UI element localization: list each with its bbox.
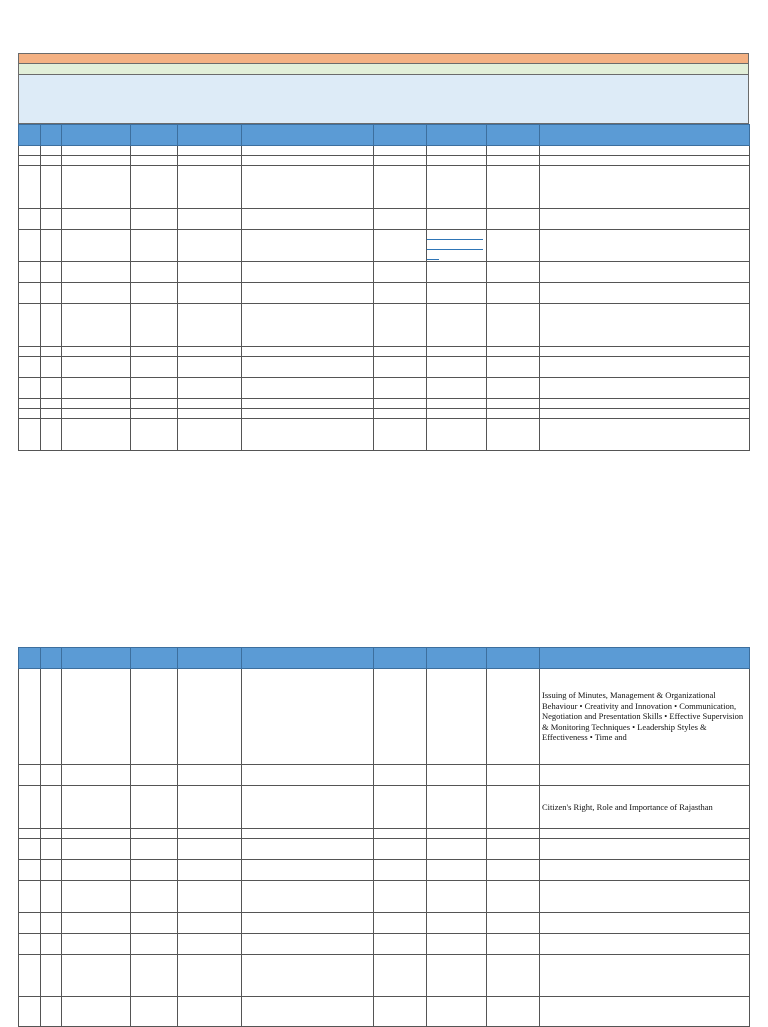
table-row: [19, 347, 750, 357]
subtitle-band: [18, 64, 749, 75]
table-header-row: [19, 648, 750, 669]
table-row: [19, 765, 750, 786]
link-cell[interactable]: [427, 230, 487, 262]
table-row: [19, 669, 750, 765]
title-band: [18, 53, 749, 64]
table-row: [19, 166, 750, 209]
table-row: [19, 829, 750, 839]
table-row: [19, 304, 750, 347]
table-row: [19, 357, 750, 378]
table-row: [19, 934, 750, 955]
table-row: [19, 409, 750, 419]
table-row: [19, 262, 750, 283]
table-header-row: [19, 125, 750, 146]
info-band: [18, 75, 749, 124]
table-row: [19, 283, 750, 304]
table-row: [19, 881, 750, 913]
table-row: [19, 378, 750, 399]
table-row: [19, 860, 750, 881]
table-row: [19, 786, 750, 829]
course-description: Citizen's Right, Role and Importance of Rajasthan: [540, 786, 750, 829]
table-row: [19, 209, 750, 230]
table-row: [19, 913, 750, 934]
table-row: [19, 230, 750, 262]
table-row: [19, 146, 750, 156]
table-row: [19, 955, 750, 997]
table-row: [19, 839, 750, 860]
table-row: [19, 399, 750, 409]
table-row: [19, 419, 750, 451]
schedule-table-2: [18, 647, 750, 1027]
email-link[interactable]: [427, 235, 486, 257]
table-row: [19, 997, 750, 1027]
schedule-table-1: [18, 124, 750, 451]
table-row: [19, 156, 750, 166]
course-description: Issuing of Minutes, Management & Organizational Behaviour • Creativity and Innovation • Communication, Negotiation and Presentation Skills • Effective Supervision & Monitoring Techniques • Leadership Styles & Effectiveness • Time and: [540, 669, 750, 765]
